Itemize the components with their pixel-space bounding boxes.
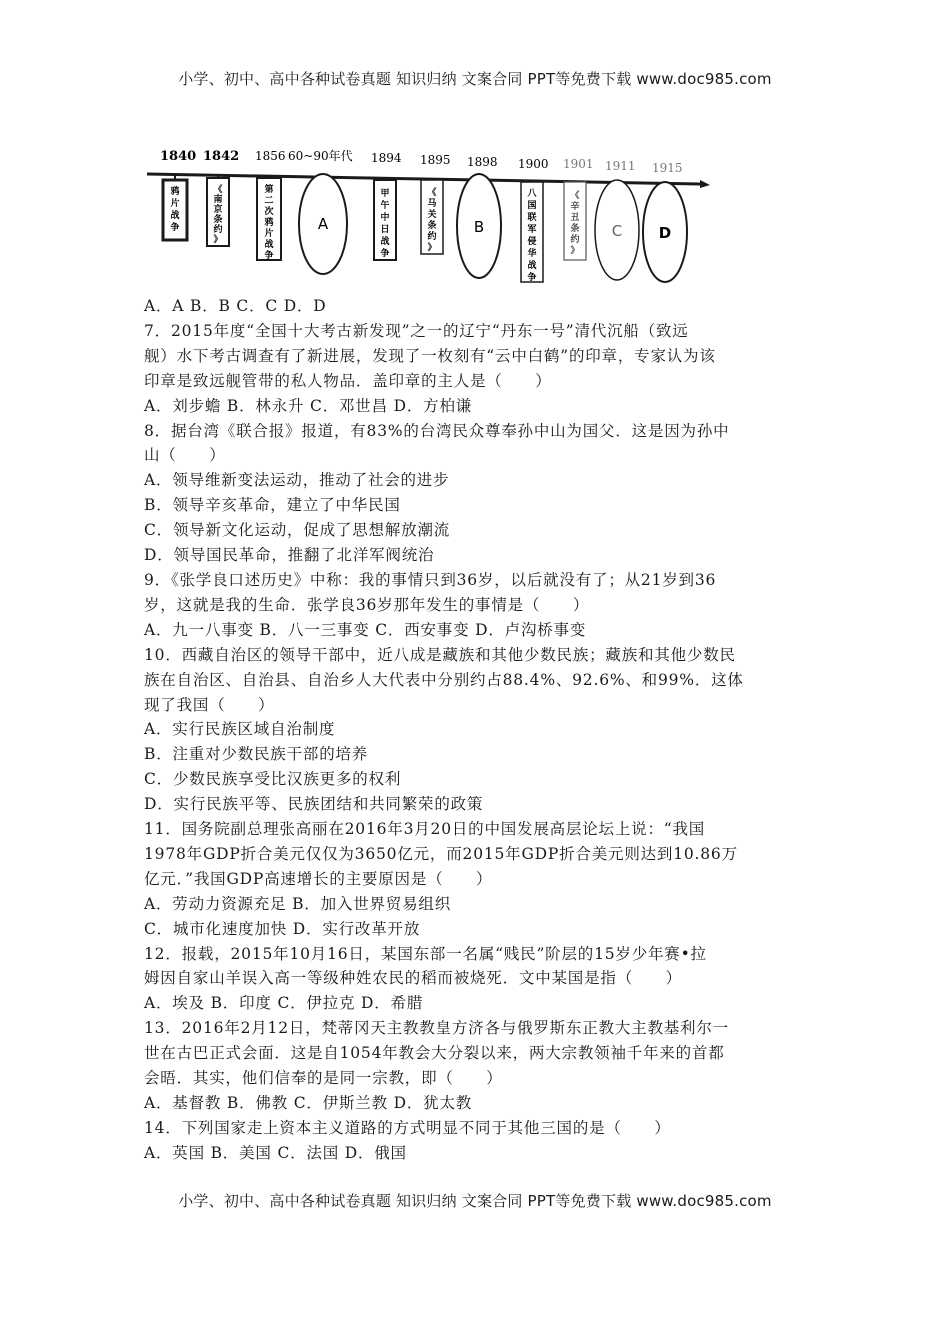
svg-text:B: B bbox=[473, 218, 485, 236]
text-line: 族在自治区、自治县、自治乡人大代表中分别约占88.4%、92.6%、和99%．这体 bbox=[144, 670, 744, 689]
placeholder-b bbox=[457, 174, 501, 278]
question-text bbox=[144, 294, 824, 1166]
text-line: C．城市化速度加快 D．实行改革开放 bbox=[144, 919, 421, 938]
placeholder-c bbox=[595, 180, 639, 280]
svg-text:鸦: 鸦 bbox=[170, 187, 180, 197]
svg-text:二: 二 bbox=[264, 196, 274, 206]
text-line: A．实行民族区域自治制度 bbox=[144, 720, 336, 739]
svg-text:条: 条 bbox=[570, 224, 580, 234]
svg-text:战: 战 bbox=[527, 261, 537, 271]
svg-text:争: 争 bbox=[264, 251, 274, 261]
svg-text:片: 片 bbox=[170, 199, 180, 209]
svg-text:马: 马 bbox=[427, 199, 437, 209]
text-line: B．注重对少数民族干部的培养 bbox=[144, 745, 369, 764]
timeline-arrow bbox=[700, 180, 710, 188]
placeholder-a bbox=[299, 174, 347, 274]
svg-text:C: C bbox=[611, 222, 623, 240]
svg-text:关: 关 bbox=[427, 210, 437, 220]
svg-text:争: 争 bbox=[527, 273, 537, 283]
text-line: 岁，这就是我的生命．张学良36岁那年发生的事情是（ ） bbox=[144, 595, 590, 614]
text-line: A．A B．B C．C D．D bbox=[144, 297, 327, 315]
timeline-year: 1840 bbox=[160, 149, 197, 164]
timeline-year: 1900 bbox=[518, 157, 549, 171]
timeline-svg bbox=[145, 140, 715, 300]
event-opium-war-2 bbox=[257, 178, 281, 261]
svg-text:战: 战 bbox=[170, 211, 180, 221]
timeline-year: 1911 bbox=[605, 159, 636, 173]
page-header: 小学、初中、高中各种试卷真题 知识归纳 文案合同 PPT等免费下载 www.doc985.com bbox=[178, 70, 772, 88]
svg-text:片: 片 bbox=[264, 229, 274, 239]
timeline-year: 1895 bbox=[420, 153, 451, 167]
timeline-year: 1842 bbox=[203, 149, 240, 164]
svg-text:午: 午 bbox=[380, 201, 390, 211]
svg-text:辛: 辛 bbox=[570, 202, 580, 212]
text-line: 印章是致远舰管带的私人物品．盖印章的主人是（ ） bbox=[144, 371, 552, 390]
timeline-year: 1856 bbox=[255, 149, 286, 163]
page-footer: 小学、初中、高中各种试卷真题 知识归纳 文案合同 PPT等免费下载 www.doc985.com bbox=[178, 1192, 772, 1210]
svg-text:华: 华 bbox=[527, 249, 537, 259]
text-line: 13．2016年2月12日，梵蒂冈天主教教皇方济各与俄罗斯东正教大主教基利尔一 bbox=[144, 1019, 729, 1038]
text-line: B．领导辛亥革命，建立了中华民国 bbox=[144, 496, 401, 515]
text-line: A．基督教 B．佛教 C．伊斯兰教 D．犹太教 bbox=[144, 1094, 473, 1112]
svg-text:条: 条 bbox=[427, 221, 437, 231]
text-line: 1978年GDP折合美元仅仅为3650亿元，而2015年GDP折合美元则达到10.86万 bbox=[144, 844, 738, 863]
placeholder-d bbox=[643, 182, 687, 282]
text-line: 舰）水下考古调查有了新进展，发现了一枚刻有“云中白鹤”的印章，专家认为该 bbox=[144, 346, 716, 365]
timeline-year: 1915 bbox=[652, 161, 683, 175]
event-opium-war-1 bbox=[163, 180, 187, 240]
text-line: 世在古巴正式会面．这是自1054年教会大分裂以来，两大宗教领袖千年来的首都 bbox=[144, 1044, 725, 1063]
svg-text:争: 争 bbox=[380, 249, 390, 259]
svg-text:条: 条 bbox=[213, 215, 223, 225]
event-eight-nation-war bbox=[521, 182, 543, 283]
svg-text:约: 约 bbox=[427, 232, 437, 242]
text-line: A．埃及 B．印度 C．伊拉克 D．希腊 bbox=[144, 994, 424, 1013]
svg-text:日: 日 bbox=[380, 225, 390, 235]
text-line: A．英国 B．美国 C．法国 D．俄国 bbox=[144, 1143, 407, 1162]
text-line: 姆因自家山羊误入高一等级种姓农民的稻而被烧死．文中某国是指（ ） bbox=[144, 969, 682, 988]
text-line: A．刘步蟾 B．林永升 C．邓世昌 D．方柏谦 bbox=[144, 396, 473, 415]
svg-text:甲: 甲 bbox=[380, 189, 390, 199]
text-line: 会晤．其实，他们信奉的是同一宗教，即（ ） bbox=[144, 1069, 503, 1088]
svg-text:侵: 侵 bbox=[527, 237, 537, 247]
svg-text:约: 约 bbox=[213, 225, 223, 235]
svg-text:D: D bbox=[658, 224, 672, 242]
svg-text:《: 《 bbox=[213, 185, 223, 195]
svg-text:约: 约 bbox=[570, 235, 580, 245]
svg-text:》: 》 bbox=[570, 246, 580, 256]
svg-text:《: 《 bbox=[570, 191, 580, 201]
text-line: C．少数民族享受比汉族更多的权利 bbox=[144, 770, 402, 789]
text-line: A．劳动力资源充足 B．加入世界贸易组织 bbox=[144, 894, 452, 913]
text-line: 现了我国（ ） bbox=[144, 695, 275, 714]
svg-text:南: 南 bbox=[213, 195, 223, 205]
text-line: D．实行民族平等、民族团结和共同繁荣的政策 bbox=[144, 795, 484, 814]
svg-text:丑: 丑 bbox=[570, 213, 580, 223]
text-line: 11．国务院副总理张高丽在2016年3月20日的中国发展高层论坛上说：“我国 bbox=[144, 820, 706, 839]
text-line: 8．据台湾《联合报》报道，有83%的台湾民众尊奉孙中山为国父．这是因为孙中 bbox=[144, 421, 730, 440]
text-line: A．领导维新变法运动，推动了社会的进步 bbox=[144, 471, 450, 490]
text-line: D．领导国民革命，推翻了北洋军阀统治 bbox=[144, 546, 435, 565]
svg-text:八: 八 bbox=[527, 189, 537, 199]
event-shimonoseki-treaty bbox=[421, 180, 443, 254]
text-line: 亿元．”我国GDP高速增长的主要原因是（ ） bbox=[144, 869, 493, 888]
timeline-year: 1898 bbox=[467, 155, 498, 169]
svg-text:中: 中 bbox=[380, 213, 390, 223]
svg-text:争: 争 bbox=[170, 223, 180, 233]
svg-text:战: 战 bbox=[264, 240, 274, 250]
text-line: 9．《张学良口述历史》中称：我的事情只到36岁，以后就没有了；从21岁到36 bbox=[144, 570, 717, 589]
svg-text:联: 联 bbox=[527, 213, 537, 223]
svg-text:鸦: 鸦 bbox=[264, 218, 274, 228]
text-line: A．九一八事变 B．八一三事变 C．西安事变 D．卢沟桥事变 bbox=[144, 620, 587, 639]
timeline-year: 1901 bbox=[563, 157, 594, 171]
svg-text:次: 次 bbox=[264, 207, 274, 217]
svg-text:》: 》 bbox=[427, 243, 437, 253]
svg-text:京: 京 bbox=[213, 205, 223, 215]
timeline-figure bbox=[145, 140, 715, 300]
event-xinchou-treaty bbox=[564, 182, 586, 260]
text-line: 10．西藏自治区的领导干部中，近八成是藏族和其他少数民族；藏族和其他少数民 bbox=[144, 645, 736, 664]
text-line: C．领导新文化运动，促成了思想解放潮流 bbox=[144, 521, 451, 540]
svg-text:国: 国 bbox=[527, 201, 537, 211]
svg-text:军: 军 bbox=[527, 225, 537, 235]
event-nanjing-treaty bbox=[207, 178, 229, 246]
text-line: 山（ ） bbox=[144, 446, 226, 465]
timeline-year: 60~90年代 bbox=[288, 149, 353, 163]
timeline-year: 1894 bbox=[371, 151, 402, 165]
svg-text:A: A bbox=[317, 215, 329, 233]
svg-text:战: 战 bbox=[380, 237, 390, 247]
text-line: 14．下列国家走上资本主义道路的方式明显不同于其他三国的是（ ） bbox=[144, 1118, 671, 1137]
svg-text:第: 第 bbox=[264, 185, 274, 195]
svg-text:》: 》 bbox=[213, 235, 223, 245]
event-sino-japanese-war bbox=[374, 180, 396, 260]
text-line: 7．2015年度“全国十大考古新发现”之一的辽宁“丹东一号”清代沉船（致远 bbox=[144, 321, 689, 340]
text-line: 12．报载，2015年10月16日，某国东部一名属“贱民”阶层的15岁少年赛•拉 bbox=[144, 944, 707, 963]
svg-text:《: 《 bbox=[427, 188, 437, 198]
